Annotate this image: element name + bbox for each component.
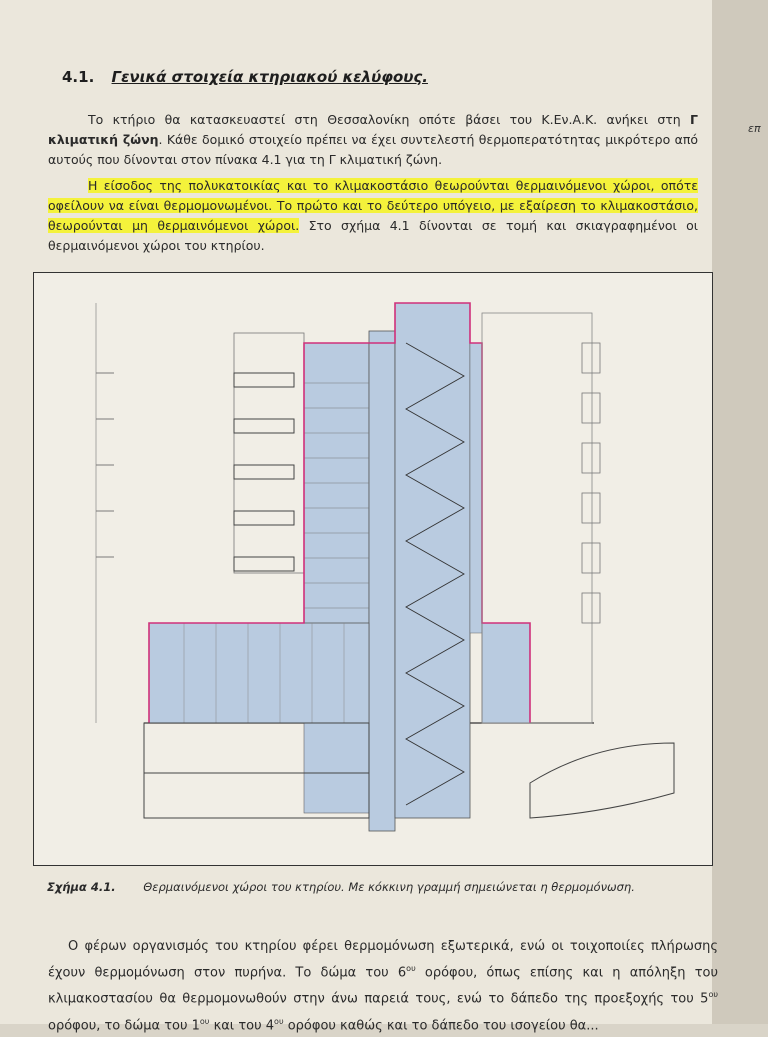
highlighted-text: Η είσοδος της πολυκατοικίας και το κλιμακοστάσιο θεωρούνται θερμαινόμενοι χώροι, οπότε οφείλουν να είναι θερμομονωμένοι. Το πρώτο και το δεύτερο υπόγειο, με εξαίρεση το κλιμακοστάσιο, θεωρούνται μη θερμαινόμενοι χώροι.	[48, 178, 698, 233]
heated-tower	[304, 343, 369, 813]
elevator-core	[369, 331, 395, 831]
right-window-6	[582, 593, 600, 623]
balcony-2	[234, 419, 294, 433]
para1-bold: Γ κλιματική ζώνη	[48, 112, 698, 147]
caption-text: Θερμαινόμενοι χώροι του κτηρίου. Με κόκκινη γραμμή σημειώνεται η θερμομόνωση.	[143, 880, 635, 894]
body2-s4: ου	[274, 1016, 284, 1026]
body2-t4: και του 4	[209, 1017, 275, 1033]
balcony-1	[234, 373, 294, 387]
para2-text: Στο σχήμα 4.1 δίνονται σε τομή και σκιαγραφημένοι οι θερμαινόμενοι χώροι του κτηρίου.	[48, 218, 698, 253]
right-window-4	[582, 493, 600, 523]
body2-s2: ου	[708, 990, 718, 1000]
right-window-1	[582, 343, 600, 373]
para1-text-b: . Κάθε δομικό στοιχείο πρέπει να έχει συντελεστή θερμοπερατότητας μικρότερο από αυτούς που δίνονται στον πίνακα 4.1 για τη Γ κλιματική ζώνη.	[48, 132, 698, 167]
balcony-5	[234, 557, 294, 571]
figure-caption	[47, 880, 635, 894]
right-window-3	[582, 443, 600, 473]
para1-text-a: Το κτήριο θα κατασκευαστεί στη Θεσσαλονίκη οπότε βάσει του Κ.Εν.Α.Κ. ανήκει στη	[88, 112, 691, 127]
paragraph-insulation	[48, 936, 718, 1037]
section-number: 4.1.	[62, 68, 95, 86]
ramp	[530, 743, 674, 818]
heated-podium	[149, 623, 369, 723]
paragraph-climate-zone	[48, 110, 698, 170]
left-building-outline	[234, 333, 304, 573]
body2-t1: Ο φέρων οργανισμός του κτηρίου φέρει θερμομόνωση εξωτερικά, ενώ οι τοιχοποιίες πλήρωσης έχουν θερμομόνωση στον πυρήνα. Το δώμα του 6	[48, 939, 718, 981]
next-page-fragment: επ	[748, 122, 761, 135]
right-window-2	[582, 393, 600, 423]
body2-s1: ου	[406, 964, 416, 973]
body2-t5: ορόφου καθώς και το δάπεδο του ισογείου θα...	[283, 1017, 599, 1033]
heated-entrance	[482, 623, 530, 723]
tower-right-strip	[470, 343, 482, 633]
body2-s3: ου	[199, 1016, 210, 1026]
caption-label: Σχήμα 4.1.	[47, 880, 116, 894]
section-title: Γενικά στοιχεία κτηριακού κελύφους.	[111, 68, 428, 86]
right-window-5	[582, 543, 600, 573]
stair-core	[395, 303, 470, 818]
building-section-svg	[34, 273, 712, 865]
figure-section-drawing	[33, 272, 713, 866]
balcony-4	[234, 511, 294, 525]
section-heading	[62, 68, 428, 86]
paragraph-heated-spaces	[48, 176, 698, 256]
body2-t2: ορόφου, όπως επίσης και η απόληξη του κλιμακοστασίου θα θερμομονωθούν στην άνω παρειά τους, ενώ το δάπεδο της προεξοχής του 5	[48, 965, 718, 1007]
body2-t3: ορόφου, το δώμα του 1	[48, 1017, 200, 1033]
balcony-3	[234, 465, 294, 479]
